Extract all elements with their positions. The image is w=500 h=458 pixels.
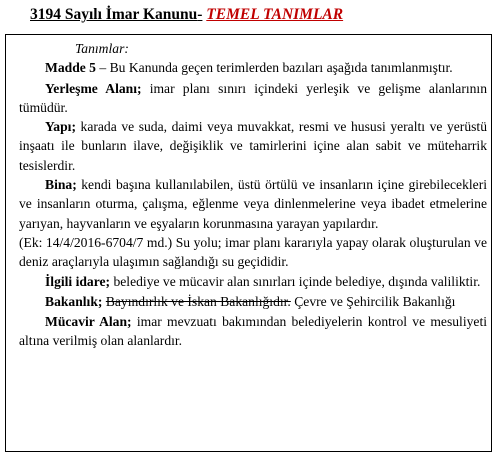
definition-term: Mücavir Alan; — [45, 314, 132, 330]
definition-mucavir-alan — [19, 312, 487, 351]
title-subtitle: TEMEL TANIMLAR — [206, 6, 344, 23]
definition-text: karada ve suda, daimi veya muvakkat, resmi ve hususi yeraltı ve yerüstü inşaatı ile bunların ilave, değişiklik ve tamirlerini içine alan sabit ve müteharrik tesislerdir. — [19, 119, 487, 173]
definition-yapi — [19, 117, 487, 175]
definition-term: Yerleşme Alanı; — [45, 80, 142, 96]
section-heading: Tanımlar: — [75, 41, 129, 56]
definition-yerlesme-alani — [19, 79, 487, 118]
law-name: 3194 Sayılı İmar Kanunu — [30, 6, 198, 23]
definition-text: kendi başına kullanılabilen, üstü örtülü ve insanların içine girebilecekleri ve insanların oturma, çalışma, eğlenme veya dinlenmelerine veya ibadet etmelerine yarıyan, hayvanların ve eşyaların korunmasına yarayan yapılardır. — [19, 177, 487, 231]
definition-term: Bina; — [45, 177, 77, 193]
madde-paragraph — [19, 58, 487, 77]
madde-label: Madde 5 — [45, 60, 96, 76]
definition-bakanlik — [19, 292, 487, 311]
definition-term: Bakanlık; — [45, 293, 103, 309]
definition-bina — [19, 175, 487, 233]
madde-text: – Bu Kanunda geçen terimlerden bazıları aşağıda tanımlanmıştır. — [95, 60, 453, 76]
definition-text: belediye ve mücavir alan sınırları içinde belediye, dışında valiliktir. — [110, 273, 481, 289]
definitions-content — [19, 39, 487, 351]
definition-ilgili-idare — [19, 272, 487, 291]
definition-text: imar planı sınırı içindeki yerleşik ve gelişme alanlarının tümüdür. — [19, 80, 487, 115]
struck-text: Bayındırlık ve İskan Bakanlığıdır. — [105, 293, 291, 309]
definition-text: (Ek: 14/4/2016-6704/7 md.) Su yolu; imar planı kararıyla yapay olarak oluşturulan ve deniz araçlarıyla ulaşımın sağlandığı su geçididir. — [19, 234, 487, 270]
document-title — [30, 5, 343, 25]
title-separator: - — [197, 6, 203, 23]
definition-text: imar mevzuatı bakımından belediyelerin kontrol ve mesuliyeti altına verilmiş olan alanlardır. — [19, 314, 487, 349]
definition-term: Yapı; — [45, 119, 76, 135]
definition-text: Çevre ve Şehircilik Bakanlığı — [290, 293, 456, 309]
definition-su-yolu — [19, 233, 487, 272]
definition-term: İlgili idare; — [45, 273, 111, 289]
